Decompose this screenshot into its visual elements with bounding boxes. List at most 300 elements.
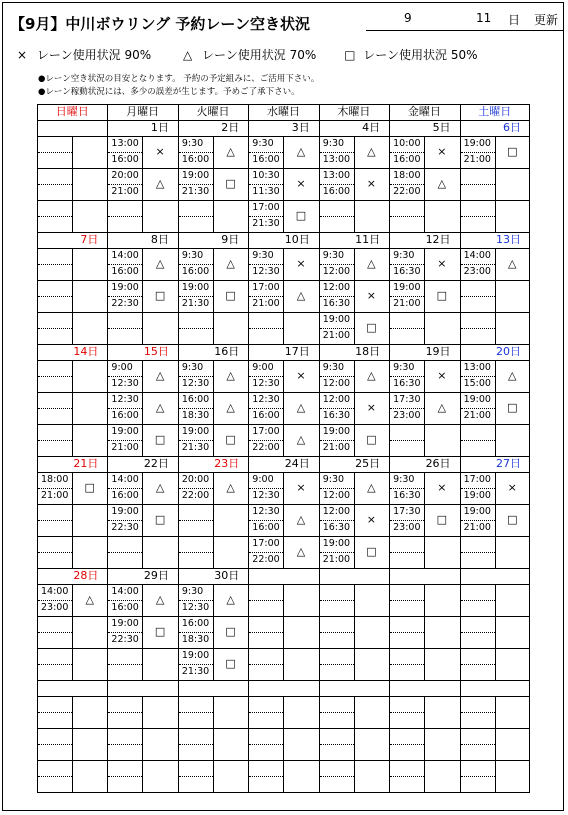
slot-separator xyxy=(178,760,248,761)
slot-mid-line xyxy=(461,216,495,217)
slot-start-time: 19:00 xyxy=(322,314,351,325)
slot-start-time: 9:30 xyxy=(181,138,204,149)
slot-status: × xyxy=(366,177,377,190)
slot-mid-line xyxy=(38,712,72,713)
slot-end-time: 22:00 xyxy=(252,442,280,453)
slot-mid-line xyxy=(390,216,424,217)
slot-separator xyxy=(178,504,248,505)
day-number: 29日 xyxy=(143,569,169,582)
slot-separator xyxy=(107,536,177,537)
slot-start-time: 17:30 xyxy=(393,394,421,405)
slot-start-time: 9:30 xyxy=(393,250,415,261)
slot-mid-line xyxy=(179,328,213,329)
day-number: 20日 xyxy=(495,345,521,358)
slot-mid-line xyxy=(249,632,283,633)
slot-start-time: 16:00 xyxy=(181,394,210,405)
slot-separator xyxy=(37,168,107,169)
slot-end-time: 18:30 xyxy=(181,634,210,645)
day-number: 19日 xyxy=(425,345,451,358)
slot-mid-line xyxy=(249,328,283,329)
note-2: ●レーン稼動状況には、多少の誤差が生じます。予めご了承下さい。 xyxy=(38,87,300,97)
slot-status: △ xyxy=(367,145,376,158)
slot-status: × xyxy=(296,481,306,494)
slot-end-time: 16:30 xyxy=(322,298,351,309)
slot-end-time: 21:00 xyxy=(322,442,351,453)
day-number: 26日 xyxy=(425,457,451,470)
slot-status: △ xyxy=(85,593,94,606)
slot-start-time: 12:30 xyxy=(252,394,280,405)
legend-symbol-x: × xyxy=(17,48,28,62)
slot-start-time: 17:00 xyxy=(463,474,491,485)
day-number: 30日 xyxy=(214,569,240,582)
slot-end-time: 16:00 xyxy=(111,490,139,501)
slot-start-time: 9:30 xyxy=(181,250,204,261)
slot-separator xyxy=(37,504,107,505)
slot-start-time: 19:00 xyxy=(111,506,139,517)
slot-mid-line xyxy=(108,744,142,745)
day-number: 12日 xyxy=(425,233,451,246)
slot-mid-line xyxy=(461,184,495,185)
slot-separator xyxy=(389,648,459,649)
slot-mid-line xyxy=(461,744,495,745)
slot-separator xyxy=(460,760,530,761)
slot-separator xyxy=(460,616,530,617)
day-number xyxy=(319,568,389,584)
slot-start-time: 12:00 xyxy=(322,282,351,293)
slot-mid-line xyxy=(390,776,424,777)
slot-status: × xyxy=(366,513,377,526)
slot-separator xyxy=(107,760,177,761)
day-number: 10日 xyxy=(284,233,310,246)
slot-separator xyxy=(319,200,389,201)
slot-separator xyxy=(37,200,107,201)
slot-mid-line xyxy=(249,664,283,665)
slot-start-time: 19:00 xyxy=(181,426,210,437)
slot-end-time: 15:00 xyxy=(463,378,491,389)
slot-separator xyxy=(319,728,389,729)
slot-end-time: 16:00 xyxy=(252,410,280,421)
slot-end-time: 21:00 xyxy=(41,490,69,501)
slot-separator xyxy=(389,760,459,761)
slot-separator xyxy=(37,616,107,617)
slot-separator xyxy=(107,648,177,649)
slot-start-time: 14:00 xyxy=(111,474,139,485)
slot-mid-line xyxy=(461,664,495,665)
slot-end-time: 21:30 xyxy=(252,218,280,229)
slot-mid-line xyxy=(38,744,72,745)
day-number: 9日 xyxy=(221,233,240,246)
slot-separator xyxy=(460,728,530,729)
slot-mid-line xyxy=(461,712,495,713)
slot-start-time: 19:00 xyxy=(322,538,351,549)
day-number xyxy=(389,568,459,584)
slot-mid-line xyxy=(108,552,142,553)
slot-end-time: 23:00 xyxy=(393,410,421,421)
slot-status: × xyxy=(437,481,447,494)
day-number xyxy=(248,680,318,696)
slot-start-time: 19:00 xyxy=(181,282,210,293)
slot-start-time: 14:00 xyxy=(41,586,69,597)
slot-status: △ xyxy=(367,481,376,494)
slot-end-time: 21:30 xyxy=(181,186,210,197)
slot-end-time: 21:00 xyxy=(393,298,421,309)
slot-start-time: 17:00 xyxy=(252,538,280,549)
slot-end-time: 16:00 xyxy=(111,266,139,277)
calendar-border-top xyxy=(37,104,530,105)
slot-mid-line xyxy=(108,216,142,217)
slot-start-time: 14:00 xyxy=(111,586,139,597)
slot-end-time: 23:00 xyxy=(463,266,491,277)
slot-mid-line xyxy=(179,552,213,553)
slot-end-time: 16:00 xyxy=(393,154,421,165)
slot-end-time: 21:30 xyxy=(181,666,210,677)
slot-start-time: 17:00 xyxy=(252,426,280,437)
slot-separator xyxy=(178,536,248,537)
slot-status: □ xyxy=(225,657,236,670)
slot-mid-line xyxy=(38,552,72,553)
slot-start-time: 9:30 xyxy=(181,362,204,373)
slot-status: × xyxy=(437,145,447,158)
slot-mid-line xyxy=(249,712,283,713)
slot-separator xyxy=(107,728,177,729)
slot-status: △ xyxy=(226,257,235,270)
time-status-divider xyxy=(72,696,73,792)
day-number xyxy=(107,680,177,696)
slot-end-time: 21:00 xyxy=(463,522,491,533)
day-number: 1日 xyxy=(150,121,169,134)
slot-status: □ xyxy=(225,625,236,638)
slot-start-time: 9:30 xyxy=(393,474,415,485)
page-title: 【9月】中川ボウリング 予約レーン空き状況 xyxy=(10,15,311,33)
slot-mid-line xyxy=(390,552,424,553)
time-status-divider xyxy=(72,360,73,456)
slot-end-time: 21:00 xyxy=(322,554,351,565)
slot-separator xyxy=(178,312,248,313)
day-number xyxy=(319,680,389,696)
slot-mid-line xyxy=(108,664,142,665)
slot-status: △ xyxy=(226,481,235,494)
day-number xyxy=(460,680,530,696)
slot-status: × xyxy=(437,369,447,382)
time-status-divider xyxy=(142,696,143,792)
slot-mid-line xyxy=(390,712,424,713)
time-status-divider xyxy=(283,696,284,792)
slot-mid-line xyxy=(461,776,495,777)
slot-end-time: 12:00 xyxy=(322,266,351,277)
update-month: 9 xyxy=(404,11,412,25)
slot-start-time: 18:00 xyxy=(41,474,69,485)
slot-status: □ xyxy=(154,433,166,446)
slot-separator xyxy=(389,536,459,537)
day-number xyxy=(460,568,530,584)
slot-start-time: 10:30 xyxy=(252,170,280,181)
slot-mid-line xyxy=(38,184,72,185)
time-status-divider xyxy=(354,696,355,792)
slot-status: □ xyxy=(436,289,448,302)
slot-status: △ xyxy=(296,545,306,558)
slot-start-time: 13:00 xyxy=(322,170,351,181)
slot-end-time: 19:00 xyxy=(463,490,491,501)
slot-separator xyxy=(460,168,530,169)
slot-separator xyxy=(248,616,318,617)
day-number: 21日 xyxy=(73,457,99,470)
slot-mid-line xyxy=(38,376,72,377)
slot-separator xyxy=(389,616,459,617)
slot-end-time: 12:30 xyxy=(111,378,139,389)
slot-mid-line xyxy=(390,632,424,633)
update-day: 11 xyxy=(476,11,492,25)
slot-status: × xyxy=(296,369,306,382)
day-number: 24日 xyxy=(284,457,310,470)
slot-start-time: 12:00 xyxy=(322,506,351,517)
slot-status: △ xyxy=(296,145,306,158)
slot-status: △ xyxy=(508,369,517,382)
slot-status: × xyxy=(155,145,165,158)
slot-separator xyxy=(37,728,107,729)
slot-mid-line xyxy=(179,712,213,713)
slot-mid-line xyxy=(38,296,72,297)
slot-separator xyxy=(37,312,107,313)
day-number: 25日 xyxy=(355,457,381,470)
slot-status: × xyxy=(366,401,377,414)
slot-status: △ xyxy=(296,513,306,526)
slot-separator xyxy=(248,312,318,313)
slot-status: △ xyxy=(155,401,165,414)
availability-calendar xyxy=(37,104,530,792)
slot-status: △ xyxy=(155,177,165,190)
slot-end-time: 22:00 xyxy=(252,554,280,565)
slot-mid-line xyxy=(108,776,142,777)
slot-status: △ xyxy=(155,481,165,494)
slot-end-time: 13:00 xyxy=(322,154,351,165)
slot-separator xyxy=(460,424,530,425)
day-number: 5日 xyxy=(432,121,451,134)
slot-status: △ xyxy=(508,257,517,270)
slot-start-time: 18:00 xyxy=(393,170,421,181)
day-number: 11日 xyxy=(355,233,381,246)
slot-end-time: 22:30 xyxy=(111,634,139,645)
slot-end-time: 21:00 xyxy=(322,330,351,341)
slot-status: △ xyxy=(367,369,376,382)
slot-mid-line xyxy=(179,216,213,217)
week-divider xyxy=(37,792,530,793)
slot-mid-line xyxy=(38,408,72,409)
slot-end-time: 22:30 xyxy=(111,522,139,533)
slot-mid-line xyxy=(390,440,424,441)
slot-status: △ xyxy=(296,433,306,446)
slot-separator xyxy=(37,280,107,281)
slot-separator xyxy=(37,424,107,425)
slot-start-time: 9:30 xyxy=(322,474,345,485)
weekday-header: 火曜日 xyxy=(196,105,230,118)
slot-end-time: 22:00 xyxy=(181,490,210,501)
slot-start-time: 9:30 xyxy=(393,362,415,373)
slot-start-time: 14:00 xyxy=(463,250,491,261)
slot-status: △ xyxy=(296,401,306,414)
slot-mid-line xyxy=(320,600,354,601)
slot-start-time: 12:30 xyxy=(111,394,139,405)
legend-text-x: レーン使用状況 90% xyxy=(36,48,152,62)
update-label: 更新 xyxy=(534,13,559,27)
time-status-divider xyxy=(72,248,73,344)
slot-separator xyxy=(319,760,389,761)
slot-end-time: 16:00 xyxy=(111,602,139,613)
slot-end-time: 16:30 xyxy=(322,410,351,421)
slot-start-time: 19:00 xyxy=(393,282,421,293)
slot-end-time: 21:30 xyxy=(181,298,210,309)
slot-status: □ xyxy=(154,513,166,526)
slot-start-time: 17:30 xyxy=(393,506,421,517)
day-number: 6日 xyxy=(502,121,521,134)
time-status-divider xyxy=(495,696,496,792)
day-number: 18日 xyxy=(355,345,381,358)
day-number: 22日 xyxy=(143,457,169,470)
slot-mid-line xyxy=(179,744,213,745)
slot-status: □ xyxy=(507,145,518,158)
slot-mid-line xyxy=(320,744,354,745)
slot-end-time: 16:30 xyxy=(322,522,351,533)
slot-start-time: 20:00 xyxy=(181,474,210,485)
slot-status: □ xyxy=(295,209,307,222)
slot-start-time: 10:00 xyxy=(393,138,421,149)
slot-end-time: 16:00 xyxy=(111,154,139,165)
day-number: 3日 xyxy=(291,121,310,134)
slot-mid-line xyxy=(461,552,495,553)
slot-start-time: 9:00 xyxy=(252,362,274,373)
slot-start-time: 9:00 xyxy=(111,362,133,373)
slot-separator xyxy=(248,728,318,729)
slot-end-time: 21:00 xyxy=(111,442,139,453)
day-number: 15日 xyxy=(143,345,169,358)
slot-separator xyxy=(178,200,248,201)
time-status-divider xyxy=(72,136,73,232)
time-status-divider xyxy=(354,584,355,680)
slot-mid-line xyxy=(320,776,354,777)
slot-status: △ xyxy=(155,369,165,382)
slot-start-time: 20:00 xyxy=(111,170,139,181)
slot-start-time: 19:00 xyxy=(463,394,491,405)
slot-mid-line xyxy=(390,328,424,329)
slot-end-time: 21:00 xyxy=(463,154,491,165)
day-number xyxy=(37,120,107,136)
slot-separator xyxy=(389,424,459,425)
slot-end-time: 12:30 xyxy=(252,378,280,389)
slot-separator xyxy=(37,760,107,761)
slot-separator xyxy=(248,760,318,761)
slot-separator xyxy=(389,200,459,201)
update-day-unit: 日 xyxy=(508,13,521,27)
slot-status: × xyxy=(366,289,377,302)
slot-mid-line xyxy=(461,600,495,601)
legend-symbol-square: □ xyxy=(344,48,356,62)
day-number: 27日 xyxy=(495,457,521,470)
day-number: 4日 xyxy=(362,121,381,134)
slot-mid-line xyxy=(108,712,142,713)
slot-end-time: 11:30 xyxy=(252,186,280,197)
day-number xyxy=(389,680,459,696)
slot-end-time: 16:00 xyxy=(181,266,210,277)
slot-mid-line xyxy=(249,600,283,601)
slot-mid-line xyxy=(179,520,213,521)
slot-separator xyxy=(389,312,459,313)
slot-status: △ xyxy=(226,369,235,382)
slot-start-time: 9:30 xyxy=(252,250,274,261)
slot-start-time: 9:30 xyxy=(252,138,274,149)
slot-end-time: 23:00 xyxy=(393,522,421,533)
slot-status: △ xyxy=(226,593,235,606)
slot-start-time: 19:00 xyxy=(111,618,139,629)
slot-separator xyxy=(107,200,177,201)
slot-start-time: 9:30 xyxy=(322,250,345,261)
slot-status: △ xyxy=(437,177,447,190)
slot-start-time: 12:30 xyxy=(252,506,280,517)
slot-mid-line xyxy=(38,328,72,329)
slot-start-time: 19:00 xyxy=(111,282,139,293)
slot-separator xyxy=(460,648,530,649)
day-number: 23日 xyxy=(214,457,240,470)
slot-mid-line xyxy=(38,520,72,521)
slot-mid-line xyxy=(320,712,354,713)
slot-status: □ xyxy=(154,625,166,638)
slot-end-time: 16:00 xyxy=(322,186,351,197)
slot-mid-line xyxy=(38,264,72,265)
slot-mid-line xyxy=(38,664,72,665)
slot-status: □ xyxy=(225,177,236,190)
slot-mid-line xyxy=(461,632,495,633)
slot-end-time: 21:30 xyxy=(181,442,210,453)
slot-start-time: 9:00 xyxy=(252,474,274,485)
weekday-header: 水曜日 xyxy=(266,105,300,118)
slot-start-time: 19:00 xyxy=(463,138,491,149)
slot-end-time: 21:00 xyxy=(463,410,491,421)
slot-start-time: 19:00 xyxy=(181,650,210,661)
update-stamp xyxy=(366,8,564,31)
slot-end-time: 12:00 xyxy=(322,490,351,501)
slot-start-time: 19:00 xyxy=(322,426,351,437)
slot-separator xyxy=(248,648,318,649)
slot-separator xyxy=(460,312,530,313)
slot-separator xyxy=(460,536,530,537)
slot-mid-line xyxy=(179,776,213,777)
slot-end-time: 12:30 xyxy=(252,266,280,277)
slot-mid-line xyxy=(108,328,142,329)
slot-status: △ xyxy=(226,401,235,414)
slot-status: △ xyxy=(155,257,165,270)
time-status-divider xyxy=(424,696,425,792)
slot-status: △ xyxy=(367,257,376,270)
slot-mid-line xyxy=(461,328,495,329)
slot-end-time: 12:00 xyxy=(322,378,351,389)
slot-status: □ xyxy=(436,513,448,526)
slot-status: △ xyxy=(226,145,235,158)
time-status-divider xyxy=(495,584,496,680)
slot-mid-line xyxy=(320,216,354,217)
slot-status: □ xyxy=(84,481,95,494)
day-number: 17日 xyxy=(284,345,310,358)
slot-mid-line xyxy=(38,440,72,441)
slot-status: △ xyxy=(437,401,447,414)
legend xyxy=(17,46,478,63)
slot-end-time: 16:00 xyxy=(111,410,139,421)
weekday-header: 金曜日 xyxy=(407,105,441,118)
slot-mid-line xyxy=(461,296,495,297)
slot-end-time: 16:00 xyxy=(252,154,280,165)
slot-end-time: 16:30 xyxy=(393,266,421,277)
slot-start-time: 19:00 xyxy=(463,506,491,517)
slot-mid-line xyxy=(390,744,424,745)
slot-mid-line xyxy=(38,632,72,633)
slot-mid-line xyxy=(390,664,424,665)
